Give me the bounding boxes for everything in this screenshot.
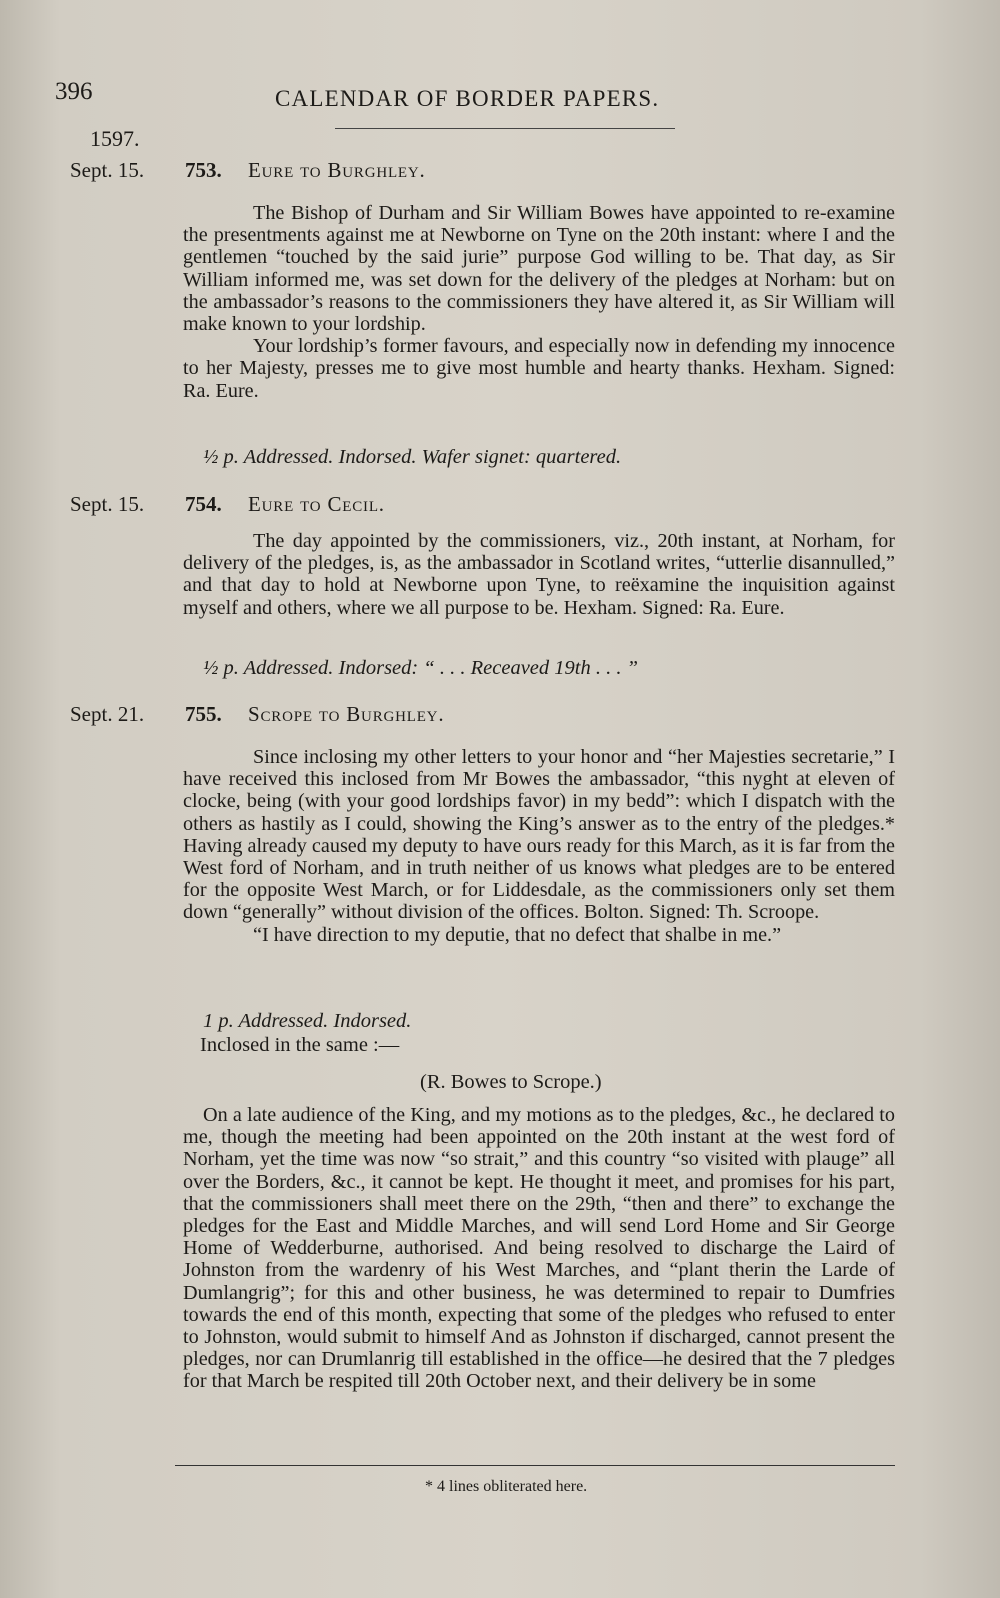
running-title: CALENDAR OF BORDER PAPERS.	[275, 86, 660, 111]
paragraph: On a late audience of the King, and my motions as to the pledges, &c., he declared to me, though the meeting had been appointed on the 20th instant at the west ford of Norham, yet the time was now “so strait,” and this country “so visited with plauge” all over the Borders, &c., it cannot be kept. He thought it meet, and promises for his part, that the commissioners shall meet there on the 29th, “then and there” to exchange the pledges for the East and Middle Marches, and will send Lord Home and Sir George Home of Wedderburne, authorised. And being resolved to discharge the Laird of Johnston from the wardenry of his West Marches, and “plant therin the Larde of Dumlangrig”; for this and other business, he was determined to repair to Dumfries towards the end of this month, expecting that some of the pledges who refused to enter to Johnston, would submit to himself And as Johnston if discharged, cannot present the pledges, nor can Drumlanrig till established in the office—he desired that the 7 pledges for that March be respited till 20th October next, and their delivery be in some	[183, 1104, 895, 1393]
document-note: ½ p. Addressed. Indorsed: “ . . . Receaved 19th . . . ”	[203, 657, 638, 679]
document-note: 1 p. Addressed. Indorsed.	[203, 1010, 412, 1032]
entry-date: Sept. 21.	[70, 702, 145, 726]
enclosure-line: Inclosed in the same :—	[200, 1034, 400, 1056]
page-number: 396	[55, 78, 93, 105]
year-label: 1597.	[90, 126, 140, 151]
paragraph: Since inclosing my other letters to your honor and “her Majesties secretarie,” I have received this inclosed from Mr Bowes the ambassador, “this nyght at eleven of clocke, being (with your good lordships favor) in my bedd”: which I dispatch with the others as hastily as I could, showing the King’s answer as to the entry of the pledges.* Having already caused my deputy to have ours ready for this March, as it is far from the West ford of Norham, and in truth neither of us knows what pledges are to be entered for the opposite West March, or for Liddesdale, as the commissioners only set them down “generally” without division of the offices. Bolton. Signed: Th. Scroope.	[183, 746, 895, 924]
paragraph: The Bishop of Durham and Sir William Bowes have appointed to re-examine the presentments against me at Newborne on Tyne on the 20th instant: where I and the gentlemen “touched by the said jurie” purpose God willing to be. That day, as Sir William informed me, was set down for the delivery of the pledges at Norham: but on the ambassador’s reasons to the commissioners they have altered it, as Sir William will make known to your lordship.	[183, 202, 895, 336]
paragraph: Your lordship’s former favours, and especially now in defending my innocence to her Majesty, presses me to give most humble and hearty thanks. Hexham. Signed: Ra. Eure.	[183, 335, 895, 402]
footnote: * 4 lines obliterated here.	[425, 1478, 588, 1495]
entry-title: Eure to Cecil.	[248, 492, 385, 516]
document-note: ½ p. Addressed. Indorsed. Wafer signet: quartered.	[203, 446, 622, 468]
entry-number: 754.	[185, 492, 222, 516]
paragraph: “I have direction to my deputie, that no defect that shalbe in me.”	[253, 923, 782, 946]
entry-number: 753.	[185, 158, 222, 182]
entry-body	[183, 530, 895, 619]
entry-body	[183, 202, 895, 402]
entry-date: Sept. 15.	[70, 158, 145, 182]
enclosure-title: (R. Bowes to Scrope.)	[420, 1071, 602, 1093]
entry-date: Sept. 15.	[70, 492, 145, 516]
page-header	[55, 78, 895, 118]
footnote-rule	[175, 1465, 895, 1466]
enclosure-body	[183, 1104, 895, 1393]
paragraph: The day appointed by the commissioners, viz., 20th instant, at Norham, for delivery of the pledges, is, as the ambassador in Scotland writes, “utterlie disannulled,” and that day to hold at Newborne upon Tyne, to reëxamine the inquisition against myself and others, where we all purpose to be. Hexham. Signed: Ra. Eure.	[183, 530, 895, 619]
entry-title: Eure to Burghley.	[248, 158, 426, 182]
header-rule	[335, 128, 675, 129]
entry-body	[183, 746, 895, 946]
entry-number: 755.	[185, 702, 222, 726]
entry-title: Scrope to Burghley.	[248, 702, 445, 726]
